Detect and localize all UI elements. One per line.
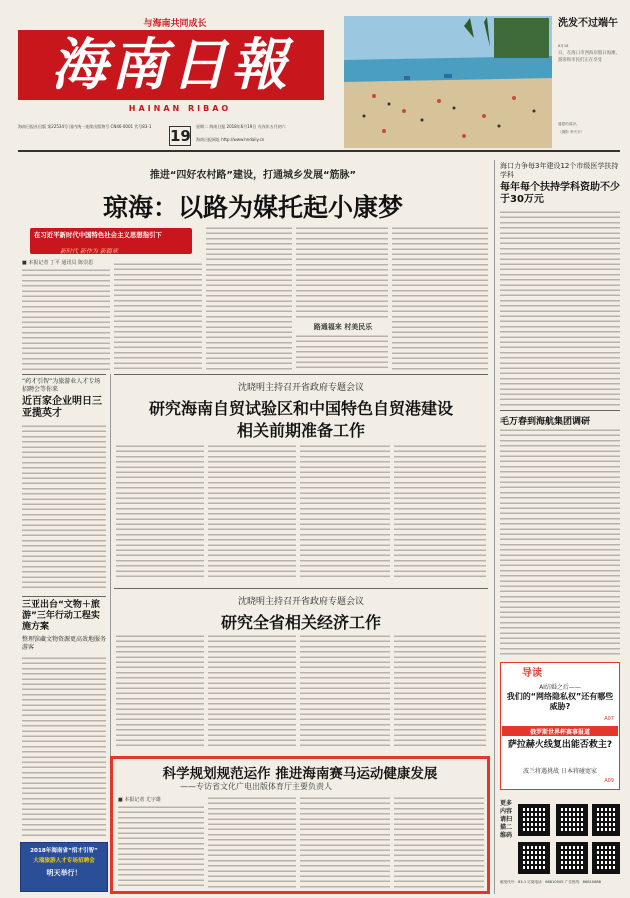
right-item1-body bbox=[500, 210, 620, 406]
left-item1-kicker: “药才引智”为旅游业人才专场招聘会等你来 bbox=[22, 378, 101, 393]
lead-headline: 琼海：以路为媒托起小康梦 bbox=[102, 193, 403, 222]
beach-photo bbox=[344, 16, 552, 148]
column-badge-text: 在习近平新时代中国特色社会主义思想指引下 bbox=[34, 231, 162, 239]
recruit-ad-line3: 明天举行！ bbox=[46, 869, 82, 877]
story2-rule bbox=[114, 374, 488, 375]
story3-kicker: 沈晓明主持召开省政府专题会议 bbox=[237, 597, 364, 607]
masthead-meta-left: 海南日报社出版 第22534号 国内统一连续出版物号 CN46-0001 代号83-1 bbox=[18, 124, 152, 129]
right-item1-headline: 每年每个扶持学科资助不少于30万元 bbox=[500, 182, 620, 205]
left-item1-body bbox=[22, 424, 106, 592]
story3-body-3 bbox=[300, 634, 390, 750]
qr-code-5[interactable] bbox=[556, 842, 588, 874]
guide1-link[interactable]: 我们的“网络隐私权”还有哪些威胁? bbox=[506, 692, 614, 711]
lead-body-4 bbox=[296, 226, 388, 318]
guide2-kicker: 俄罗斯世界杯赛事报道 bbox=[529, 729, 590, 736]
lead-body-6 bbox=[392, 226, 488, 370]
photo-caption-4: （摄影 李天平） bbox=[558, 130, 585, 134]
left-item2-kicker: 三亚出台“文物＋旅游”三年行动工程实施方案 bbox=[22, 600, 100, 632]
guide2-link[interactable]: 萨拉赫火线复出能否救主? bbox=[507, 740, 613, 750]
right-rule-1 bbox=[500, 410, 620, 411]
guide1-page: A07 bbox=[604, 716, 614, 722]
masthead-slogan: 与海南共同成长 bbox=[143, 19, 207, 29]
feature-byline: ■ 本报记者 尤宇雄 bbox=[118, 797, 161, 803]
story3-body-2 bbox=[208, 634, 296, 750]
masthead-rule bbox=[18, 150, 620, 152]
qr-code-6[interactable] bbox=[592, 842, 620, 874]
story3-rule bbox=[114, 588, 488, 589]
feature-headline: 科学规划规范运作 推进海南赛马运动健康发展 bbox=[162, 766, 438, 782]
qr-code-4[interactable] bbox=[518, 842, 550, 874]
masthead-pinyin: HAINAN RIBAO bbox=[128, 104, 232, 113]
right-item1-kicker: 海口力争每3年建设12个市级医学扶持学科 bbox=[500, 162, 619, 179]
footer-info: 邮发代号：83-1 订阅电话：66810505 广告热线：66810888 bbox=[500, 880, 601, 884]
masthead-website: 海南日报网址 http://www.hndaily.cn bbox=[196, 137, 265, 142]
feature-body-4 bbox=[394, 796, 484, 889]
story3-body-1 bbox=[116, 634, 204, 750]
story2-body-3 bbox=[300, 444, 390, 580]
guide-label: 导读 bbox=[522, 668, 542, 679]
left-rule-1 bbox=[22, 374, 106, 375]
masthead-title: 海南日報 bbox=[51, 32, 291, 98]
right-item2-body bbox=[500, 428, 620, 658]
feature-body-3 bbox=[300, 796, 390, 889]
story3-body-4 bbox=[394, 634, 486, 750]
photo-caption-1: 6月18 bbox=[558, 44, 569, 48]
left-item2-sub: 整理馆藏文物资源更高效地服务游客 bbox=[22, 636, 107, 651]
feature-body-2 bbox=[208, 796, 296, 889]
photo-caption-2: 日，在海口市西海岸假日海滩，游客和市民们正在享受 bbox=[558, 51, 620, 63]
left-rule-2 bbox=[22, 596, 106, 597]
feature-body-1 bbox=[118, 805, 204, 889]
qr-caption: 更多内容请扫描二维码 bbox=[500, 800, 513, 839]
story3-headline: 研究全省相关经济工作 bbox=[220, 613, 381, 632]
guide2-sub: 波兰将遇挑战 日本将碰宽家 bbox=[523, 768, 597, 775]
page-number: 19 bbox=[170, 127, 191, 145]
lead-body-5 bbox=[296, 334, 388, 370]
lead-subkicker: 路通福来 村美民乐 bbox=[313, 323, 373, 331]
left-item1-headline: 近百家企业明日三亚揽英才 bbox=[22, 396, 102, 419]
photo-caption-3: 盛夏的清凉。 bbox=[558, 122, 580, 126]
story2-headline-2: 相关前期准备工作 bbox=[236, 421, 365, 440]
column-badge-sub: 新时代 新作为 新篇章 bbox=[60, 248, 118, 255]
qr-code-3[interactable] bbox=[592, 804, 620, 836]
recruit-ad-line1: 2018年海南省“招才引智” bbox=[30, 848, 98, 854]
photo-caption-title: 洗发不过端午 bbox=[558, 18, 618, 29]
qr-code-1[interactable] bbox=[518, 804, 550, 836]
right-divider bbox=[494, 160, 495, 894]
guide2-page: A09 bbox=[604, 778, 614, 784]
lead-kicker: 推进“四好农村路”建设，打通城乡发展“筋脉” bbox=[149, 170, 357, 181]
lead-body-1 bbox=[22, 268, 110, 370]
feature-subhead: ——专访省文化广电出版体育厅主要负责人 bbox=[180, 782, 332, 791]
story2-headline-1: 研究海南自贸试验区和中国特色自贸港建设 bbox=[148, 399, 453, 418]
story2-kicker: 沈晓明主持召开省政府专题会议 bbox=[237, 383, 364, 393]
guide1-kicker: AI结婚之后—— bbox=[539, 684, 581, 691]
story2-body-4 bbox=[394, 444, 486, 580]
story2-body-2 bbox=[208, 444, 296, 580]
right-item2-headline: 毛万春到海航集团调研 bbox=[500, 417, 591, 427]
story2-body-1 bbox=[116, 444, 204, 580]
left-item2-body bbox=[22, 656, 106, 836]
qr-code-2[interactable] bbox=[556, 804, 588, 836]
lead-body-2 bbox=[114, 262, 202, 370]
masthead-meta-center: 星期二 海南日报 2018年6月19日 戊戌年五月初六 bbox=[196, 124, 286, 129]
lead-byline: ■ 本报记者 丁平 通讯员 陈崇思 bbox=[22, 260, 94, 266]
recruit-ad-line2: 大瑞旅游人才专场招聘会 bbox=[33, 858, 95, 864]
lead-body-3 bbox=[206, 226, 292, 370]
